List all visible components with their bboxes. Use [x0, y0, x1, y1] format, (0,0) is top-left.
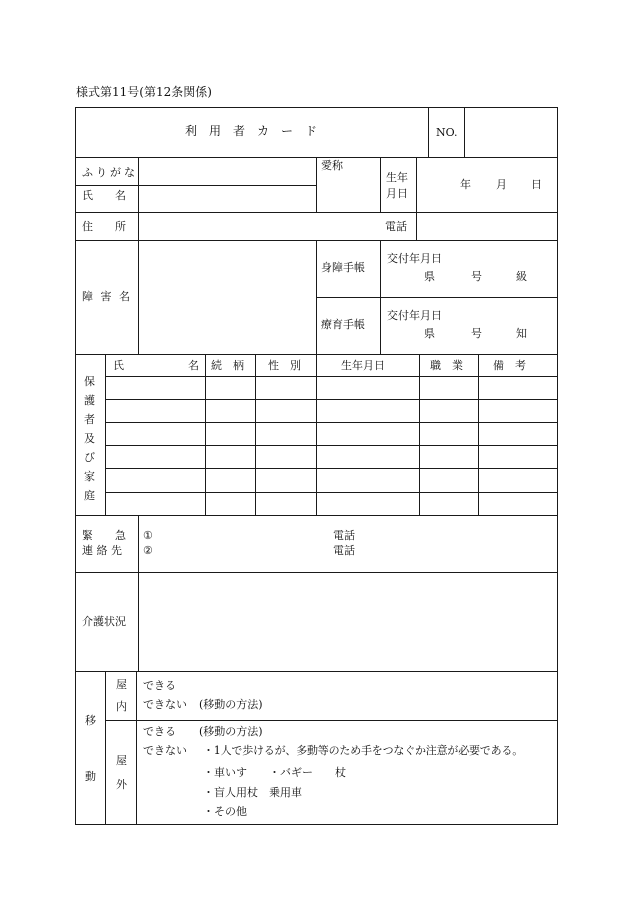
family-header-gender: 性 別 [268, 359, 301, 372]
grid-line [75, 671, 558, 672]
indoor-label-char: 内 [116, 700, 127, 713]
grid-line [380, 157, 381, 212]
movement-label-char: 移 [85, 714, 96, 727]
wheelchair-option[interactable]: ・車いす ・バギー 杖 [203, 766, 346, 779]
grid-line [136, 671, 137, 825]
grid-line [105, 671, 106, 825]
rehab-intelligence-label: 知 [516, 327, 527, 340]
movement-label-char: 動 [85, 770, 96, 783]
table-border [75, 824, 558, 825]
grid-line [316, 240, 317, 354]
birth-day-label: 日 [531, 178, 542, 191]
other-option[interactable]: ・その他 [203, 805, 247, 818]
contact-1-phone-label: 電話 [333, 529, 355, 542]
nickname-label: 愛称 [321, 159, 343, 172]
disability-label: 障 害 名 [82, 290, 132, 303]
address-label: 住 所 [82, 220, 126, 233]
indoor-label-char: 屋 [116, 678, 127, 691]
outdoor-can-option[interactable]: できる [143, 725, 176, 738]
physical-pref-label: 県 [424, 270, 435, 283]
family-label-char: 家 [84, 470, 95, 483]
outdoor-label-char: 屋 [116, 754, 127, 767]
grid-line [316, 297, 558, 298]
furigana-label: ふりがな [82, 166, 138, 179]
cane-option[interactable]: ・盲人用杖 乗用車 [203, 786, 302, 799]
birth-year-label: 年 [460, 178, 471, 191]
family-label-char: 保 [84, 375, 95, 388]
rehab-issue-date-label: 交付年月日 [387, 309, 442, 322]
care-status-label: 介護状況 [82, 615, 126, 628]
indoor-method-label: (移動の方法) [199, 698, 263, 711]
phone-label: 電話 [385, 220, 407, 233]
furigana-field[interactable] [139, 158, 316, 185]
nickname-field[interactable] [317, 173, 380, 212]
card-number-field[interactable] [465, 108, 556, 156]
grid-line [105, 720, 558, 721]
family-table-body[interactable] [106, 377, 557, 515]
user-card-form [75, 107, 558, 825]
phone-field[interactable] [417, 213, 557, 240]
family-header-name: 名 [188, 359, 199, 372]
contact-2-phone-label: 電話 [333, 544, 355, 557]
physical-grade-label: 級 [516, 270, 527, 283]
family-header-notes: 備 考 [493, 359, 526, 372]
outdoor-cannot-option[interactable]: できない [143, 744, 187, 757]
name-field[interactable] [139, 186, 316, 212]
contact-2-marker: ② [143, 544, 153, 557]
family-header-job: 職 業 [430, 359, 463, 372]
emergency-contact-field[interactable] [160, 519, 555, 559]
physical-notebook-label: 身障手帳 [321, 261, 365, 274]
emergency-label-2: 連 絡 先 [82, 544, 122, 557]
birth-date-label-2: 月日 [386, 187, 408, 200]
rehab-pref-label: 県 [424, 327, 435, 340]
card-title: 利 用 者 カ ー ド [185, 124, 318, 138]
card-number-label: NO. [436, 126, 458, 139]
family-label-char: び [84, 451, 95, 464]
birth-month-label: 月 [496, 178, 507, 191]
birth-date-label-1: 生年 [386, 171, 408, 184]
indoor-cannot-option[interactable]: できない [143, 698, 187, 711]
contact-1-marker: ① [143, 529, 153, 542]
walk-note-option[interactable]: ・1人で歩けるが、多動等のため手をつなぐか注意が必要である。 [203, 744, 523, 757]
family-label-char: 護 [84, 394, 95, 407]
rehab-number-label: 号 [471, 327, 482, 340]
grid-line [75, 515, 558, 516]
emergency-label-1: 緊 急 [82, 529, 126, 542]
physical-number-label: 号 [471, 270, 482, 283]
family-label-char: 庭 [84, 489, 95, 502]
outdoor-label-char: 外 [116, 778, 127, 791]
name-label: 氏 名 [82, 189, 126, 202]
family-header-birth: 生年月日 [341, 359, 385, 372]
table-border [557, 107, 558, 825]
physical-issue-date-label: 交付年月日 [387, 252, 442, 265]
grid-line [380, 240, 381, 354]
indoor-can-option[interactable]: できる [143, 679, 176, 692]
document-title: 様式第11号(第12条関係) [76, 85, 212, 99]
family-header-name: 氏 [113, 359, 124, 372]
family-header-relation: 続 柄 [211, 359, 244, 372]
family-label-char: 者 [84, 413, 95, 426]
care-status-field[interactable] [139, 573, 557, 671]
grid-line [428, 107, 429, 157]
address-field[interactable] [139, 213, 380, 240]
rehab-notebook-label: 療育手帳 [321, 318, 365, 331]
disability-field[interactable] [139, 241, 316, 354]
outdoor-method-label: (移動の方法) [199, 725, 263, 738]
table-border [75, 107, 76, 825]
family-label-char: 及 [84, 432, 95, 445]
